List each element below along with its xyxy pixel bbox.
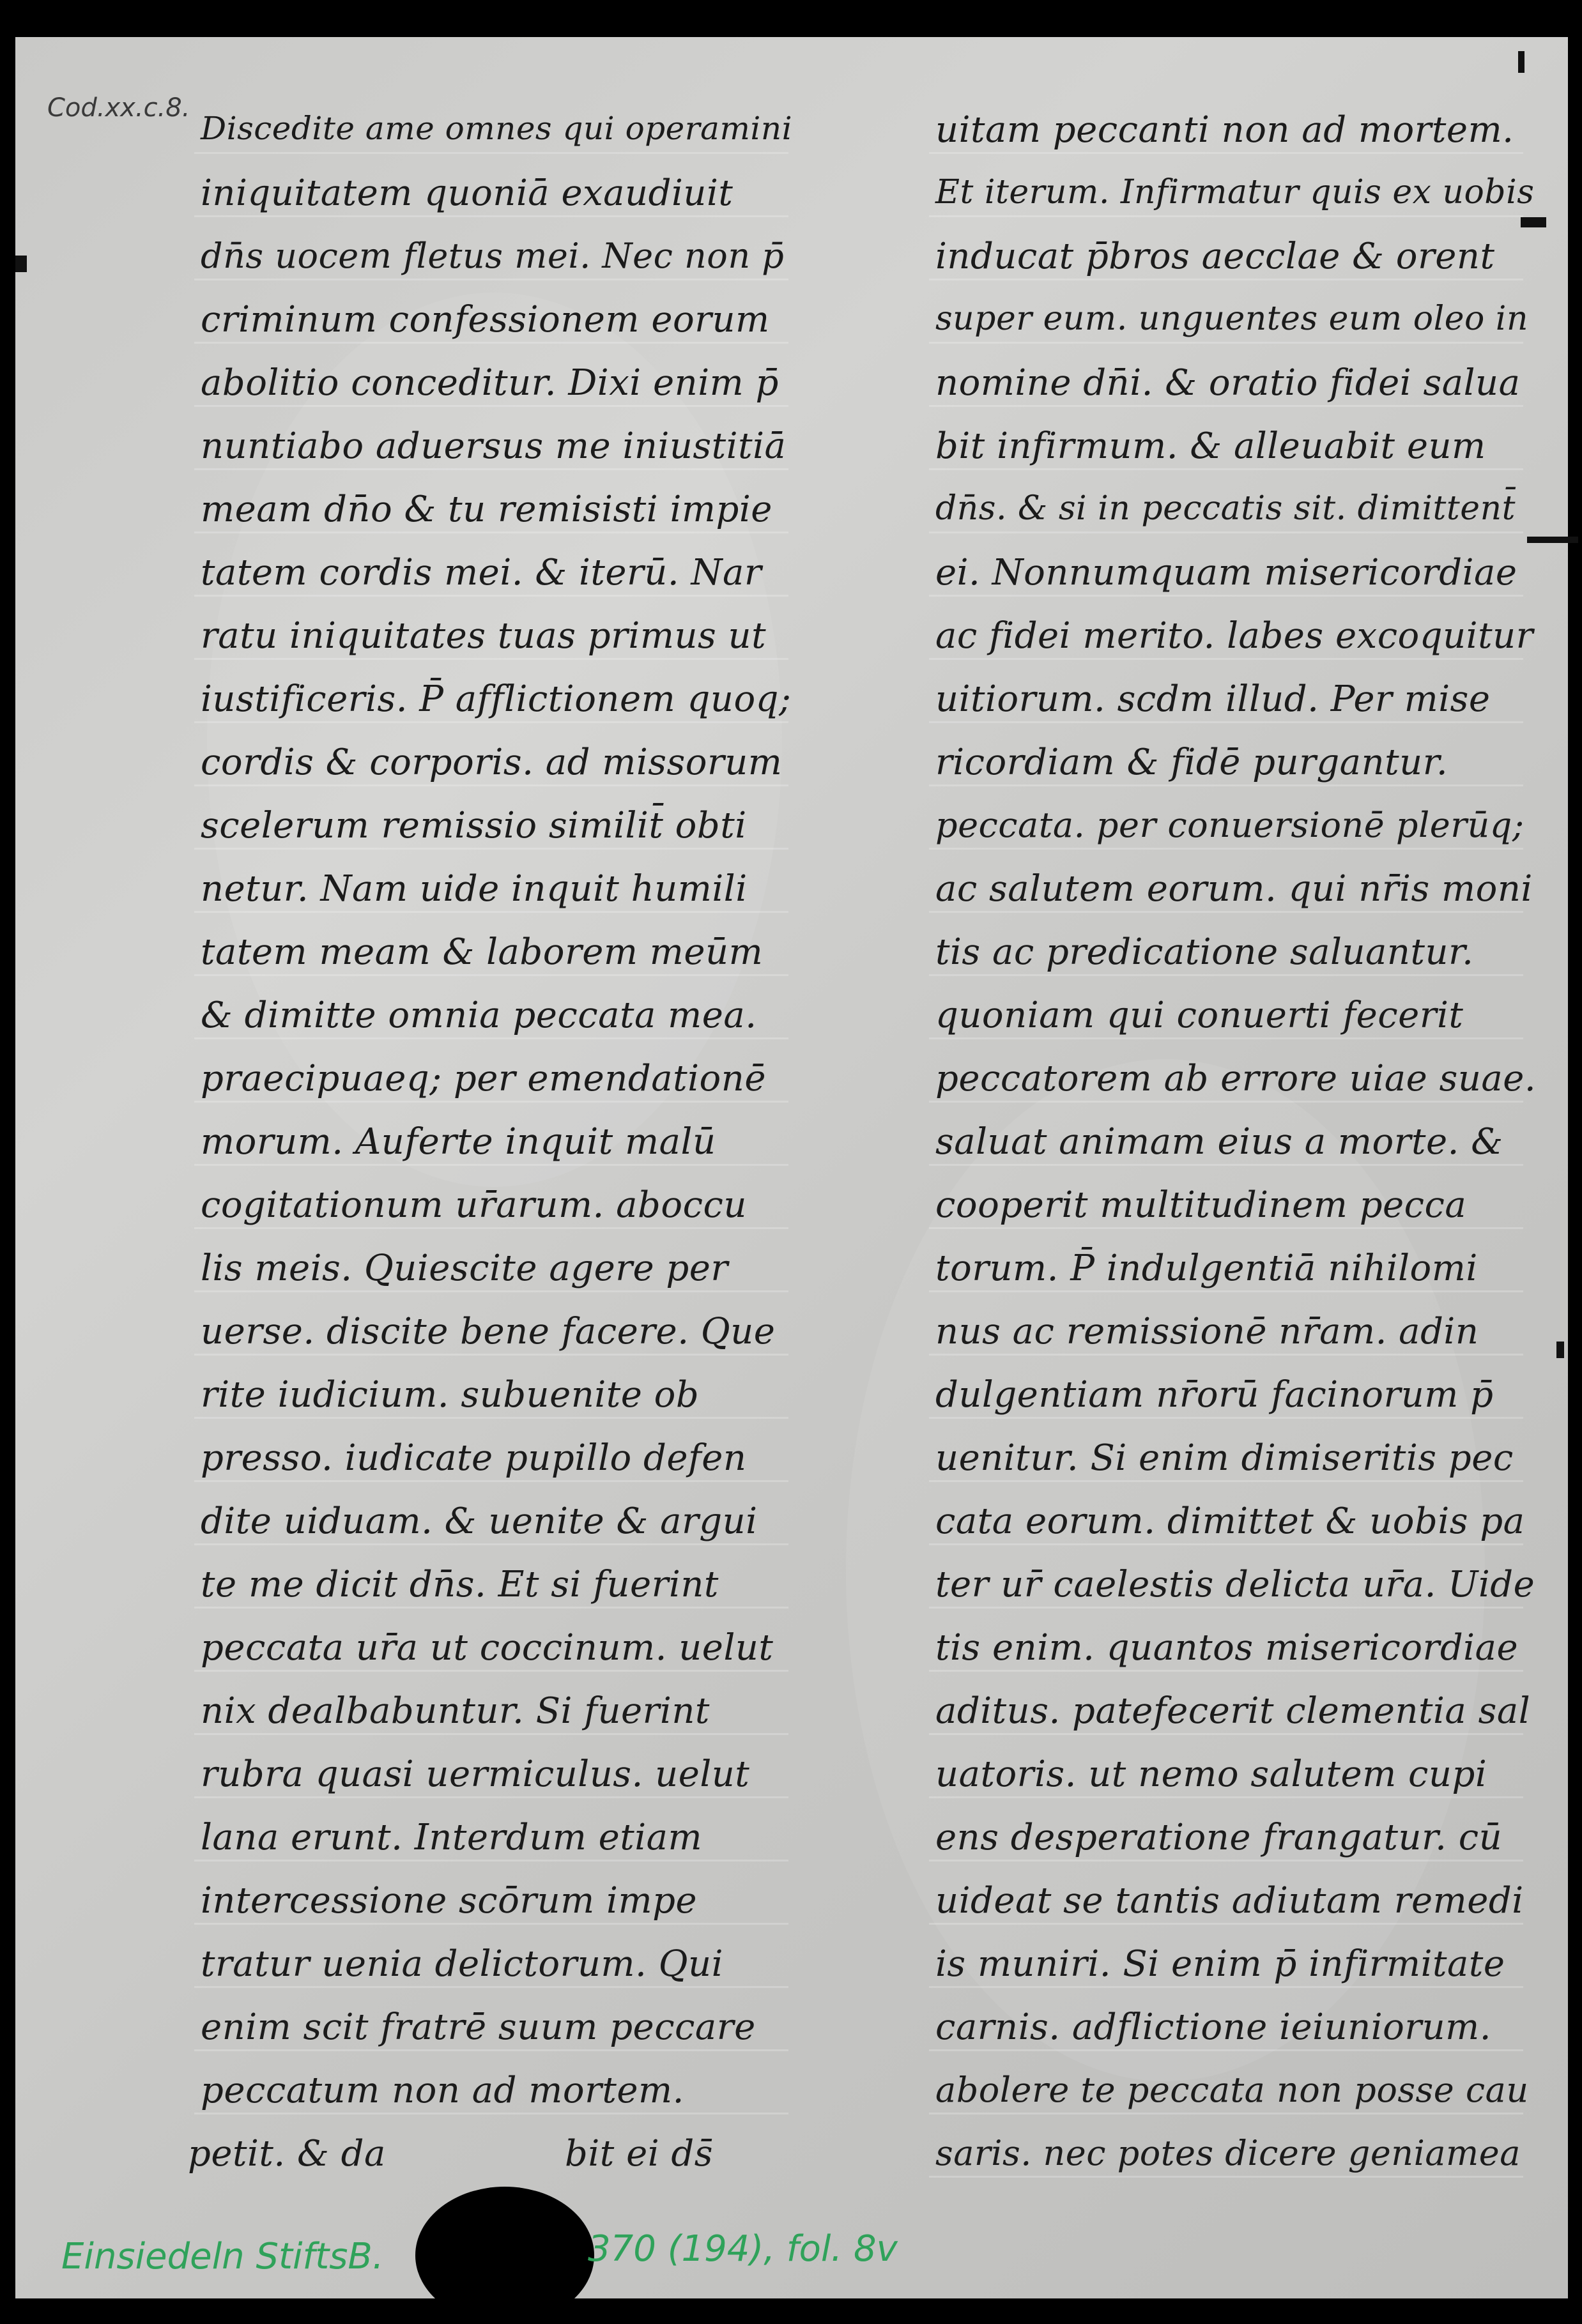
manuscript-line: peccatum non ad mortem. [201,2070,684,2111]
binding-thread [1521,217,1546,227]
manuscript-line: nuntiabo aduersus me iniustitiā [201,425,787,467]
manuscript-line: uitiorum. scdm illud. Per mise [935,678,1491,720]
manuscript-line: nus ac remissionē nr̄am. adin [935,1311,1479,1352]
ruling-line [929,1101,1523,1103]
manuscript-line: uerse. discite bene facere. Que [201,1311,776,1352]
manuscript-line: ei. Nonnumquam misericordiae [935,552,1517,593]
ruling-line [194,1227,788,1229]
manuscript-line: dite uiduam. & uenite & argui [201,1501,758,1542]
ruling-line [194,2113,788,2114]
ruling-line [929,468,1523,470]
manuscript-line: cata eorum. dimittet & uobis pa [935,1501,1525,1542]
ruling-line [929,784,1523,786]
manuscript-line: ratu iniquitates tuas primus ut [201,615,767,657]
ruling-line [929,215,1523,217]
ruling-line [194,1417,788,1419]
archive-library-label: Einsiedeln StiftsB. [61,2236,384,2277]
manuscript-line: tatem cordis mei. & iterū. Nar [201,552,762,593]
ruling-line [194,1354,788,1356]
manuscript-line: ter ur̄ caelestis delicta ur̄a. Uide [935,1564,1535,1605]
ruling-line [929,974,1523,976]
manuscript-line: carnis. adflictione ieiuniorum. [935,2007,1492,2048]
manuscript-line: peccata ur̄a ut coccinum. uelut [201,1627,774,1669]
ruling-line [194,468,788,470]
manuscript-line: tatem meam & laborem meūm [201,931,764,973]
ruling-line [929,721,1523,723]
ruling-line [194,658,788,660]
ruling-line [194,1796,788,1798]
ruling-line [929,1480,1523,1482]
manuscript-line: netur. Nam uide inquit humili [201,868,748,910]
ruling-line [929,2176,1523,2178]
ruling-line [929,2049,1523,2051]
ruling-line [194,1923,788,1925]
manuscript-line: & dimitte omnia peccata mea. [201,995,757,1036]
ruling-line [194,531,788,533]
parchment-hole [415,2187,594,2298]
manuscript-line: quoniam qui conuerti fecerit [935,995,1464,1036]
manuscript-line: abolere te peccata non posse cau [935,2070,1529,2110]
shelfmark-note: Cod.xx.c.8. [47,93,190,123]
binding-thread [15,256,27,272]
ruling-line [929,1860,1523,1861]
ruling-line [194,2049,788,2051]
ruling-line [194,784,788,786]
ruling-line [194,1101,788,1103]
manuscript-line: bit infirmum. & alleuabit eum [935,425,1486,467]
manuscript-line: ricordiam & fidē purgantur. [935,742,1448,783]
ruling-line [929,2113,1523,2114]
ruling-line [194,1733,788,1735]
ruling-line [929,1037,1523,1039]
ruling-line [929,1986,1523,1988]
manuscript-line: cordis & corporis. ad missorum [201,742,783,783]
ruling-line [194,595,788,597]
ruling-line [194,1290,788,1292]
manuscript-line: nix dealbabuntur. Si fuerint [201,1690,710,1732]
ruling-line [929,1796,1523,1798]
manuscript-line: morum. Auferte inquit malū [201,1121,716,1163]
ruling-line [194,1037,788,1039]
binding-thread [1556,1342,1564,1358]
ruling-line [194,1480,788,1482]
manuscript-line: inducat p̄bros aecclae & orent [935,236,1495,277]
ruling-line [194,1860,788,1861]
manuscript-line: dn̄s. & si in peccatis sit. dimittent̄ [935,489,1516,528]
ruling-line [194,215,788,217]
ruling-line [929,848,1523,850]
manuscript-line: bit ei ds̄ [565,2133,713,2175]
ruling-line [929,595,1523,597]
manuscript-line: cogitationum ur̄arum. aboccu [201,1184,747,1226]
ruling-line [929,1670,1523,1672]
ruling-line [929,279,1523,280]
binding-thread [1518,51,1524,73]
ruling-line [929,911,1523,913]
ruling-line [929,658,1523,660]
parchment-leaf [15,37,1568,2298]
ruling-line [929,1923,1523,1925]
ruling-line [929,1733,1523,1735]
ruling-line [194,279,788,280]
manuscript-line: praecipuaeq; per emendationē [201,1058,766,1099]
ruling-line [929,1354,1523,1356]
manuscript-line: meam dn̄o & tu remisisti impie [201,489,772,530]
manuscript-line: uitam peccanti non ad mortem. [935,109,1514,151]
manuscript-line: intercessione scōrum impe [201,1880,698,1922]
manuscript-line: super eum. unguentes eum oleo in [935,300,1528,338]
manuscript-line: tratur uenia delictorum. Qui [201,1943,723,1985]
manuscript-line: petit. & da [188,2133,386,2175]
ruling-line [929,1227,1523,1229]
manuscript-line: scelerum remissio similit̄ obti [201,805,747,846]
ruling-line [194,721,788,723]
manuscript-line: Et iterum. Infirmatur quis ex uobis [935,173,1535,211]
manuscript-line: presso. iudicate pupillo defen [201,1437,747,1479]
manuscript-line: is muniri. Si enim p̄ infirmitate [935,1943,1505,1985]
manuscript-line: lana erunt. Interdum etiam [201,1817,703,1858]
manuscript-line: te me dicit dn̄s. Et si fuerint [201,1564,719,1605]
manuscript-line: uideat se tantis adiutam remedi [935,1880,1524,1922]
ruling-line [194,152,788,154]
archive-folio-label: 370 (194), fol. 8v [588,2228,898,2270]
ruling-line [929,1290,1523,1292]
manuscript-line: rubra quasi uermiculus. uelut [201,1754,750,1795]
manuscript-line: ens desperatione frangatur. cū [935,1817,1503,1858]
ruling-line [194,1670,788,1672]
manuscript-line: uatoris. ut nemo salutem cupi [935,1754,1487,1795]
manuscript-line: peccata. per conuersionē plerūq; [935,805,1524,845]
manuscript-line: iniquitatem quoniā exaudiuit [201,172,733,214]
ruling-line [929,405,1523,407]
ruling-line [929,1543,1523,1545]
ruling-line [194,911,788,913]
ruling-line [194,1986,788,1988]
manuscript-line: lis meis. Quiescite agere per [201,1248,728,1289]
manuscript-line: rite iudicium. subuenite ob [201,1374,700,1416]
manuscript-line: dulgentiam nr̄orū facinorum p̄ [935,1374,1494,1416]
manuscript-line: tis ac predicatione saluantur. [935,931,1474,973]
manuscript-line: abolitio conceditur. Dixi enim p̄ [201,362,779,404]
manuscript-line: uenitur. Si enim dimiseritis pec [935,1437,1514,1479]
ruling-line [929,1417,1523,1419]
ruling-line [194,848,788,850]
manuscript-line: ac salutem eorum. qui nr̄is moni [935,868,1533,910]
ruling-line [929,342,1523,344]
manuscript-line: Discedite ame omnes qui operamini [201,110,793,147]
manuscript-line: saris. nec potes dicere geniamea [935,2133,1521,2173]
manuscript-line: peccatorem ab errore uiae suae. [935,1058,1537,1099]
ruling-line [194,405,788,407]
ruling-line [194,1543,788,1545]
manuscript-line: aditus. patefecerit clementia sal [935,1690,1531,1732]
ruling-line [194,1164,788,1166]
manuscript-line: torum. P̄ indulgentiā nihilomi [935,1248,1478,1289]
manuscript-line: enim scit fratrē suum peccare [201,2007,756,2048]
manuscript-line: ac fidei merito. labes excoquitur [935,615,1533,657]
ruling-line [194,342,788,344]
manuscript-line: saluat animam eius a morte. & [935,1121,1503,1163]
ruling-line [929,1607,1523,1609]
manuscript-line: cooperit multitudinem pecca [935,1184,1467,1226]
ruling-line [929,152,1523,154]
manuscript-line: nomine dn̄i. & oratio fidei salua [935,362,1521,404]
binding-thread [1527,537,1578,543]
ruling-line [929,531,1523,533]
manuscript-line: iustificeris. P̄ afflictionem quoq; [201,678,792,720]
ruling-line [194,974,788,976]
manuscript-line: dn̄s uocem fletus mei. Nec non p̄ [201,236,785,276]
manuscript-line: tis enim. quantos misericordiae [935,1627,1519,1669]
ruling-line [194,1607,788,1609]
manuscript-line: criminum confessionem eorum [201,299,770,340]
ruling-line [929,1164,1523,1166]
